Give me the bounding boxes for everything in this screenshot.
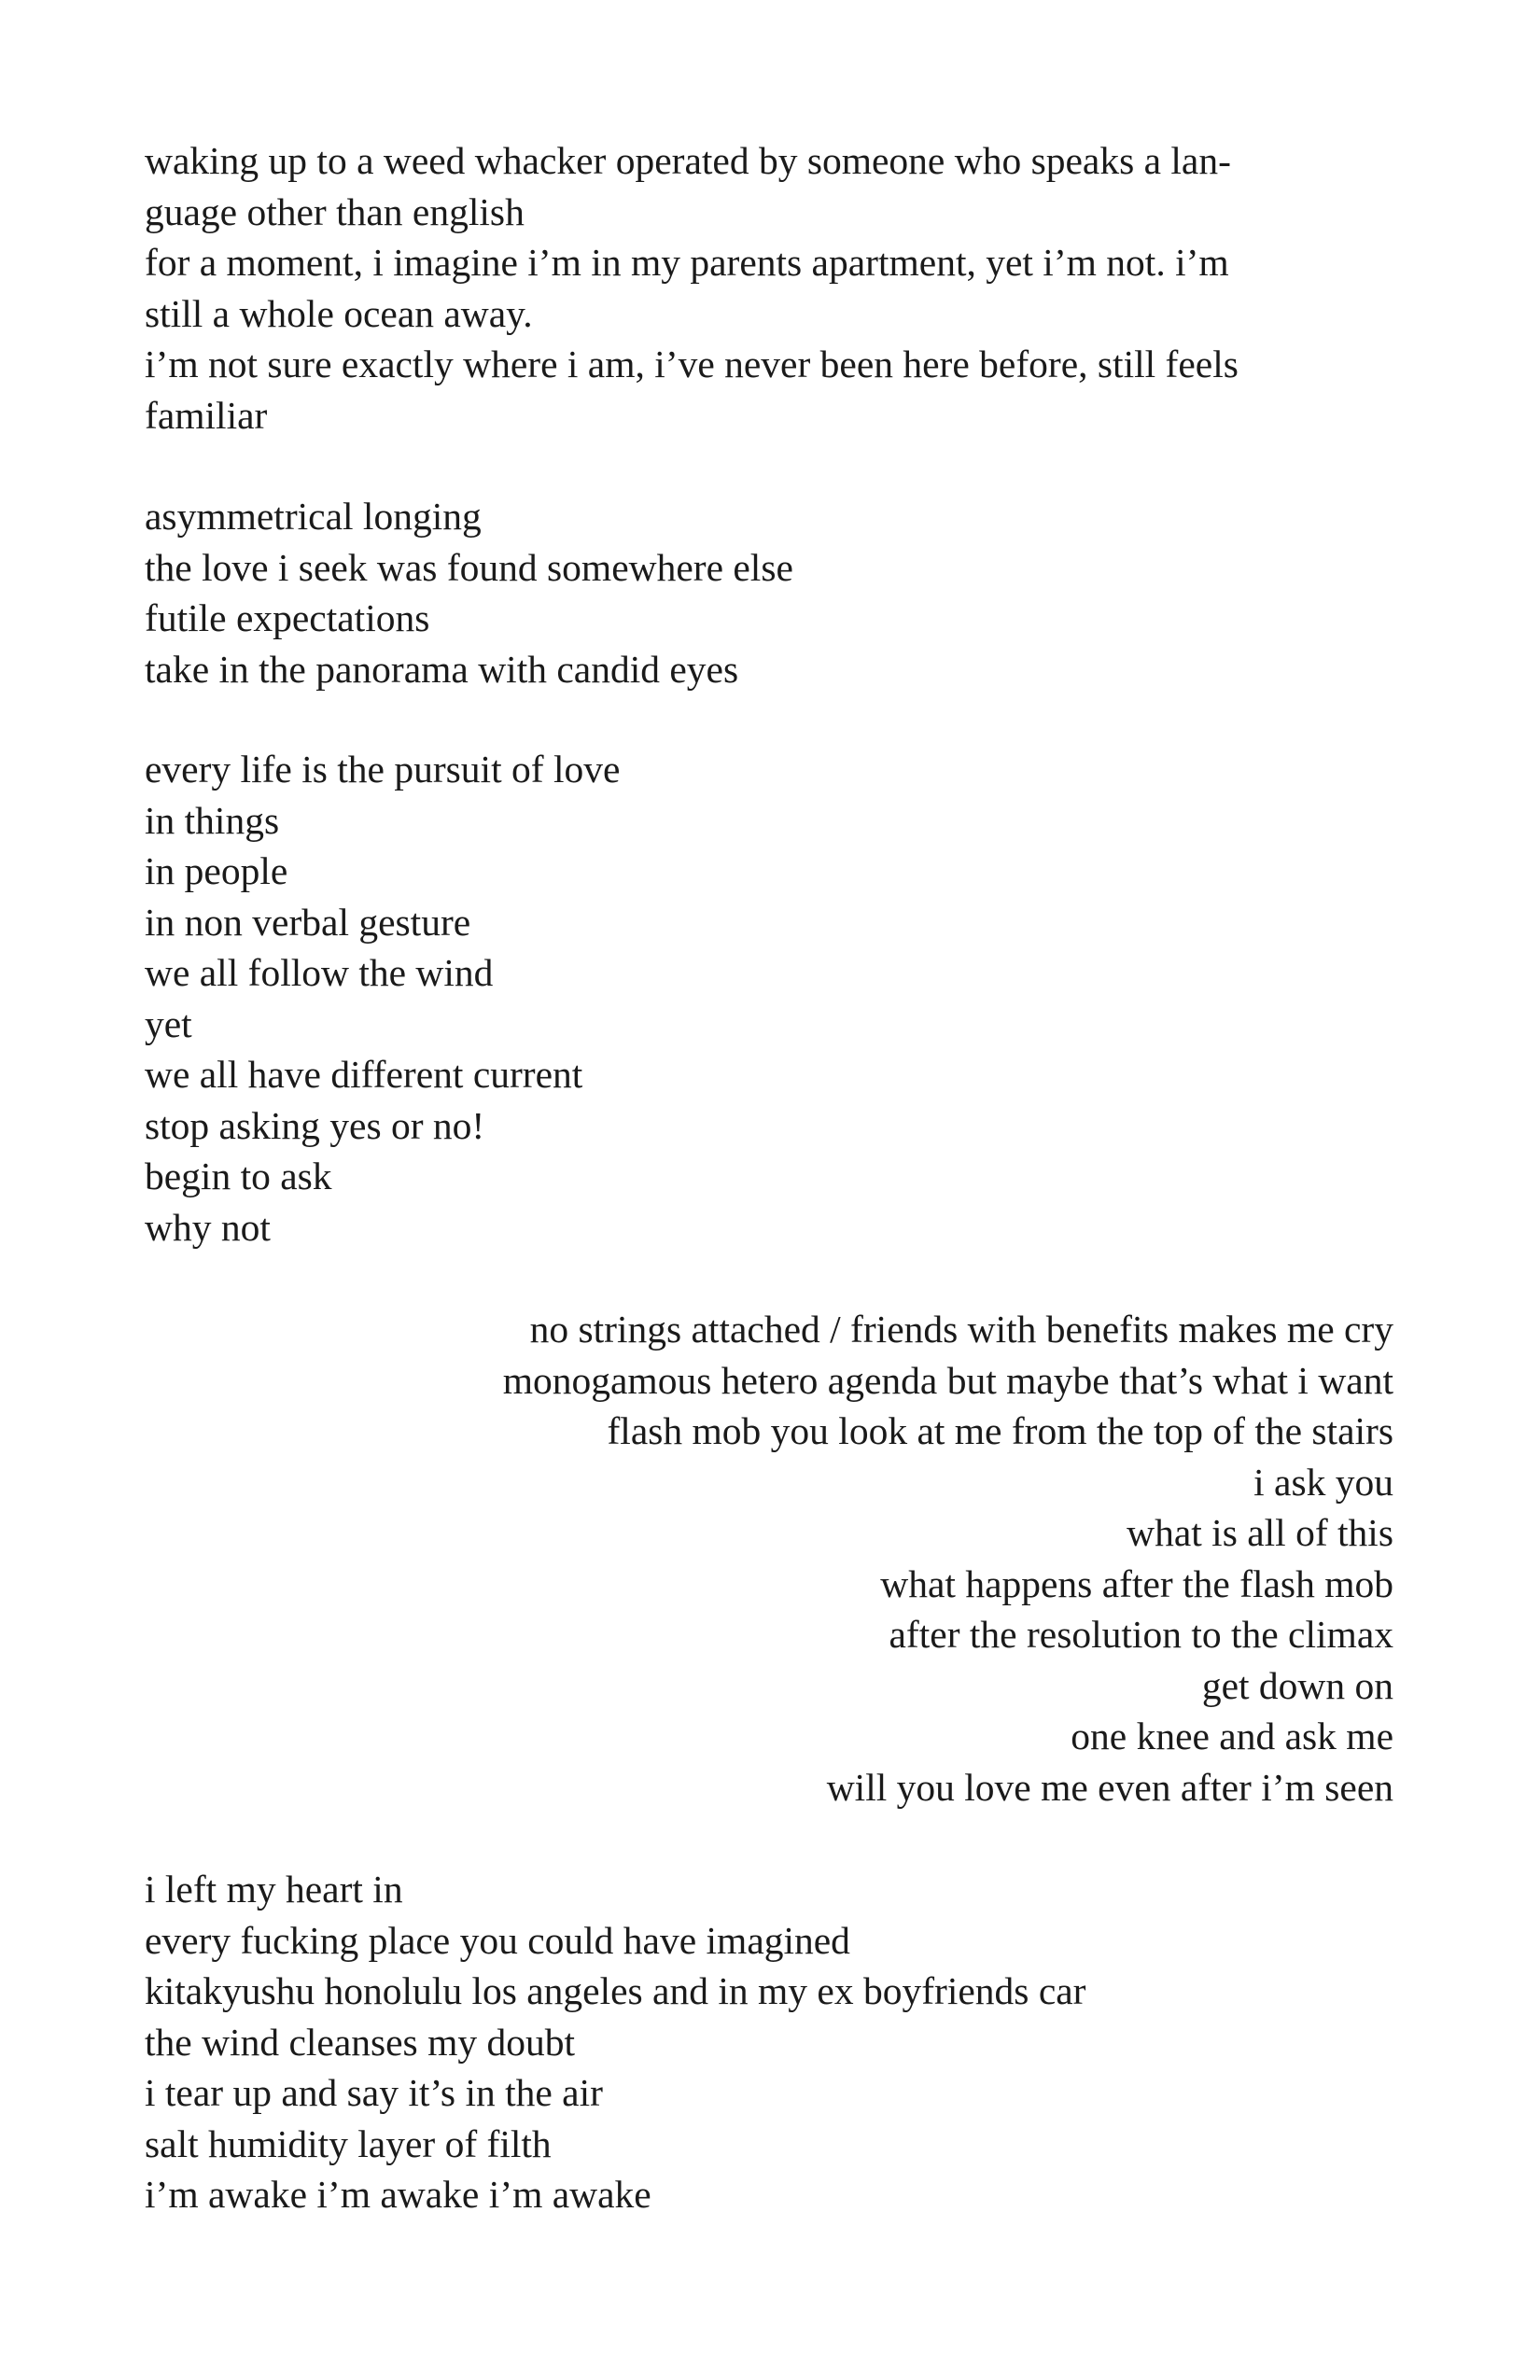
poem-line: monogamous hetero agenda but maybe that’s what i want bbox=[502, 1358, 1393, 1402]
poem-line: i’m not sure exactly where i am, i’ve never been here before, still feels bbox=[145, 343, 1239, 385]
poem-line: in non verbal gesture bbox=[145, 900, 471, 944]
poem-line: why not bbox=[145, 1205, 271, 1249]
poem-line: take in the panorama with candid eyes bbox=[145, 647, 739, 691]
poem-line: for a moment, i imagine i’m in my parents apartment, yet i’m not. i’m bbox=[145, 241, 1229, 284]
poem-line: after the resolution to the climax bbox=[889, 1613, 1393, 1656]
poem-line: will you love me even after i’m seen bbox=[826, 1765, 1393, 1809]
poem-line: one knee and ask me bbox=[1071, 1715, 1393, 1757]
poem-line: i ask you bbox=[1253, 1460, 1393, 1504]
stanza-pursuit-of-love bbox=[145, 744, 1395, 1253]
poem-line: guage other than english bbox=[145, 189, 525, 233]
poem-line: the wind cleanses my doubt bbox=[145, 2020, 576, 2064]
poem-line: begin to ask bbox=[145, 1155, 332, 1197]
stanza-waking-up bbox=[145, 135, 1395, 441]
poem-line: i tear up and say it’s in the air bbox=[145, 2071, 603, 2114]
poem-line: we all follow the wind bbox=[145, 951, 494, 994]
poem-line: we all have different current bbox=[145, 1053, 583, 1096]
poem-line: in people bbox=[145, 849, 288, 892]
poem-line: yet bbox=[145, 1001, 192, 1045]
poem-line: in things bbox=[145, 798, 280, 842]
poem-line: kitakyushu honolulu los angeles and in my ex boyfriends car bbox=[145, 1969, 1086, 2012]
poem-line: salt humidity layer of filth bbox=[145, 2121, 552, 2165]
poem-line: get down on bbox=[1201, 1663, 1393, 1707]
poem-line: stop asking yes or no! bbox=[145, 1103, 485, 1147]
stanza-asymmetrical-longing bbox=[145, 491, 1395, 694]
poem-line: still a whole ocean away. bbox=[145, 291, 533, 335]
stanza-left-my-heart bbox=[145, 1864, 1395, 2220]
poem-line: familiar bbox=[145, 393, 268, 437]
poem-line: futile expectations bbox=[145, 596, 430, 639]
poem-line: asymmetrical longing bbox=[145, 495, 482, 538]
poem-line: flash mob you look at me from the top of the stairs bbox=[607, 1409, 1393, 1452]
stanza-flash-mob bbox=[280, 1304, 1393, 1813]
poem-line: no strings attached / friends with benefits makes me cry bbox=[529, 1308, 1393, 1351]
poem-line: the love i seek was found somewhere else bbox=[145, 545, 793, 589]
poem-line: i left my heart in bbox=[145, 1868, 403, 1911]
poem-line: every life is the pursuit of love bbox=[145, 748, 621, 791]
poem-line: i’m awake i’m awake i’m awake bbox=[145, 2173, 651, 2216]
poem-line: waking up to a weed whacker operated by someone who speaks a lan- bbox=[145, 139, 1231, 182]
poem-line: what is all of this bbox=[1127, 1511, 1393, 1554]
poem-line: every fucking place you could have imagined bbox=[145, 1918, 850, 1962]
poem-line: what happens after the flash mob bbox=[880, 1561, 1393, 1605]
